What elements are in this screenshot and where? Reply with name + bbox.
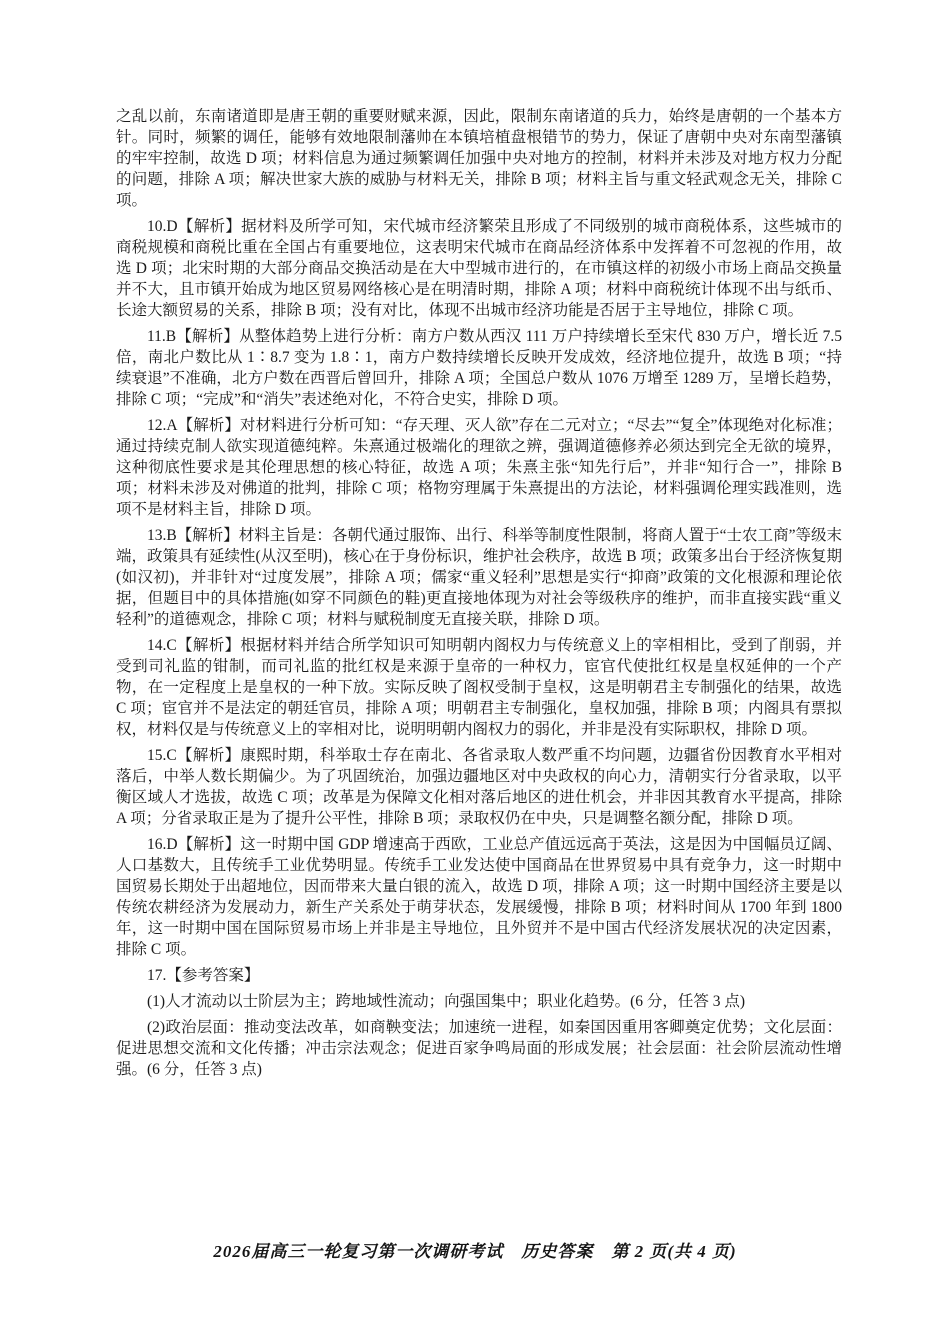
explanation-12: 12.A【解析】对材料进行分析可知：“存天理、灭人欲”存在二元对立；“尽去”“复全”体现绝对化标准；通过持续克制人欲实现道德纯粹。朱熹通过极端化的理欲之辨，强调道德修养必须达到完全无欲的境界，这种彻底性要求是其伦理思想的核心特征，故选 A 项；朱熹主张“知先行后”，并非“知行合一”，排除 B 项；材料未涉及对佛道的批判，排除 C 项；格物穷理属于朱熹提出的方法论，材料强调伦理实践准则，选项不是材料主旨，排除 D 项。 [116,417,842,518]
answer-17-part1: (1)人才流动以士阶层为主；跨地域性流动；向强国集中；职业化趋势。(6 分，任答 3 点) [147,993,746,1010]
answer-17-header: 17.【参考答案】 [147,967,260,984]
page-footer: 2026届高三一轮复习第一次调研考试 历史答案 第 2 页(共 4 页) [213,1242,737,1261]
explanation-9-continued: 之乱以前，东南诸道即是唐王朝的重要财赋来源，因此，限制东南诸道的兵力，始终是唐朝的一个基本方针。同时，频繁的调任，能够有效地限制藩帅在本镇培植盘根错节的势力，保证了唐朝中央对东南型藩镇的牢牢控制，故选 D 项；材料信息为通过频繁调任加强中央对地方的控制，材料并未涉及对地方权力分配的问题，排除 A 项；解决世家大族的威胁与材料无关，排除 B 项；材料主旨与重文轻武观念无关，排除 C 项。 [116,108,842,209]
document-content [116,106,842,1080]
answer-17-part2: (2)政治层面：推动变法改革，如商鞅变法；加速统一进程，如秦国因重用客卿奠定优势；文化层面：促进思想交流和文化传播；冲击宗法观念；促进百家争鸣局面的形成发展；社会层面：社会阶层流动性增强。(6 分，任答 3 点) [116,1019,842,1078]
explanation-10: 10.D【解析】据材料及所学可知，宋代城市经济繁荣且形成了不同级别的城市商税体系，这些城市的商税规模和商税比重在全国占有重要地位，这表明宋代城市在商品经济体系中发挥着不可忽视的作用，故选 D 项；北宋时期的大部分商品交换活动是在大中型城市进行的，在市镇这样的初级小市场上商品交换量并不大，且市镇开始成为地区贸易网络核心是在明清时期，排除 A 项；材料中商税统计体现不出与纸币、长途大额贸易的关系，排除 B 项；没有对比，体现不出城市经济功能是否居于主导地位，排除 C 项。 [116,218,842,319]
explanation-11: 11.B【解析】从整体趋势上进行分析：南方户数从西汉 111 万户持续增长至宋代 830 万户，增长近 7.5 倍，南北户数比从 1∶8.7 变为 1.8∶1，南方户数持续增长反映开发成效，经济地位提升，故选 B 项；“持续衰退”不准确，北方户数在西晋后曾回升，排除 A 项；全国总户数从 1076 万增至 1289 万，呈增长趋势，排除 C 项；“完成”和“消失”表述绝对化，不符合史实，排除 D 项。 [116,328,842,408]
explanation-13: 13.B【解析】材料主旨是：各朝代通过服饰、出行、科举等制度性限制，将商人置于“士农工商”等级末端，政策具有延续性(从汉至明)，核心在于身份标识，维护社会秩序，故选 B 项；政策多出台于经济恢复期(如汉初)，并非针对“过度发展”，排除 A 项；儒家“重义轻利”思想是实行“抑商”政策的文化根源和理论依据，但题目中的具体措施(如穿不同颜色的鞋)更直接地体现为对社会等级秩序的维护，而非直接实践“重义轻利”的道德观念，排除 C 项；材料与赋税制度无直接关联，排除 D 项。 [116,527,842,628]
explanation-15: 15.C【解析】康熙时期，科举取士存在南北、各省录取人数严重不均问题，边疆省份因教育水平相对落后，中举人数长期偏少。为了巩固统治，加强边疆地区对中央政权的向心力，清朝实行分省录取，以平衡区域人才选拔，故选 C 项；改革是为保障文化相对落后地区的进仕机会，并非因其教育水平提高，排除 A 项；分省录取正是为了提升公平性，排除 B 项；录取权仍在中央，只是调整名额分配，排除 D 项。 [116,747,842,827]
explanation-14: 14.C【解析】根据材料并结合所学知识可知明朝内阁权力与传统意义上的宰相相比，受到了削弱，并受到司礼监的钳制，而司礼监的批红权是来源于皇帝的一种权力，宦官代使批红权是皇权延伸的一个产物，在一定程度上是皇权的一种下放。实际反映了阁权受制于皇权，这是明朝君主专制强化的结果，故选 C 项；宦官并不是法定的朝廷官员，排除 A 项；明朝君主专制强化，皇权加强，排除 B 项；内阁具有票拟权，材料仅是与传统意义上的宰相对比，说明明朝内阁权力的弱化，并非是没有实际职权，排除 D 项。 [116,637,842,738]
explanation-16: 16.D【解析】这一时期中国 GDP 增速高于西欧，工业总产值远远高于英法，这是因为中国幅员辽阔、人口基数大，且传统手工业优势明显。传统手工业发达使中国商品在世界贸易中具有竞争力，这一时期中国贸易长期处于出超地位，因而带来大量白银的流入，故选 D 项，排除 A 项；这一时期中国经济主要是以传统农耕经济为发展动力，新生产关系处于萌芽状态，发展缓慢，排除 B 项；材料时间从 1700 年到 1800 年，这一时期中国在国际贸易市场上并非是主导地位，且外贸并不是中国古代经济发展状况的决定因素，排除 C 项。 [116,836,842,958]
